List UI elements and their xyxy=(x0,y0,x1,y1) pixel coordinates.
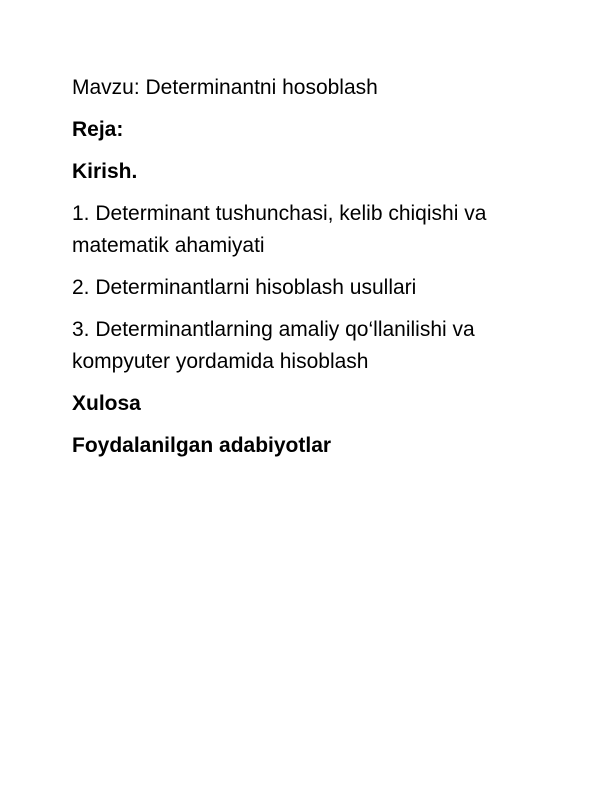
plan-item-1 xyxy=(72,198,540,262)
plan-item-3-line1: 3. Determinantlarning amaliy qo‘llanilishi va xyxy=(72,318,475,341)
plan-item-1-line1: 1. Determinant tushunchasi, kelib chiqishi va xyxy=(72,202,487,225)
plan-item-1-line2: matematik ahamiyati xyxy=(72,234,265,257)
plan-item-2 xyxy=(72,272,540,304)
plan-item-2-line1: 2. Determinantlarni hisoblash usullari xyxy=(72,276,417,299)
plan-item-3 xyxy=(72,314,540,378)
conclusion-heading: Xulosa xyxy=(72,392,141,415)
document-page xyxy=(72,72,540,472)
intro-heading: Kirish. xyxy=(72,160,138,183)
topic-title: Mavzu: Determinantni hosoblash xyxy=(72,76,378,99)
references-heading: Foydalanilgan adabiyotlar xyxy=(72,434,332,457)
plan-item-3-line2: kompyuter yordamida hisoblash xyxy=(72,350,369,373)
plan-heading: Reja: xyxy=(72,118,124,141)
